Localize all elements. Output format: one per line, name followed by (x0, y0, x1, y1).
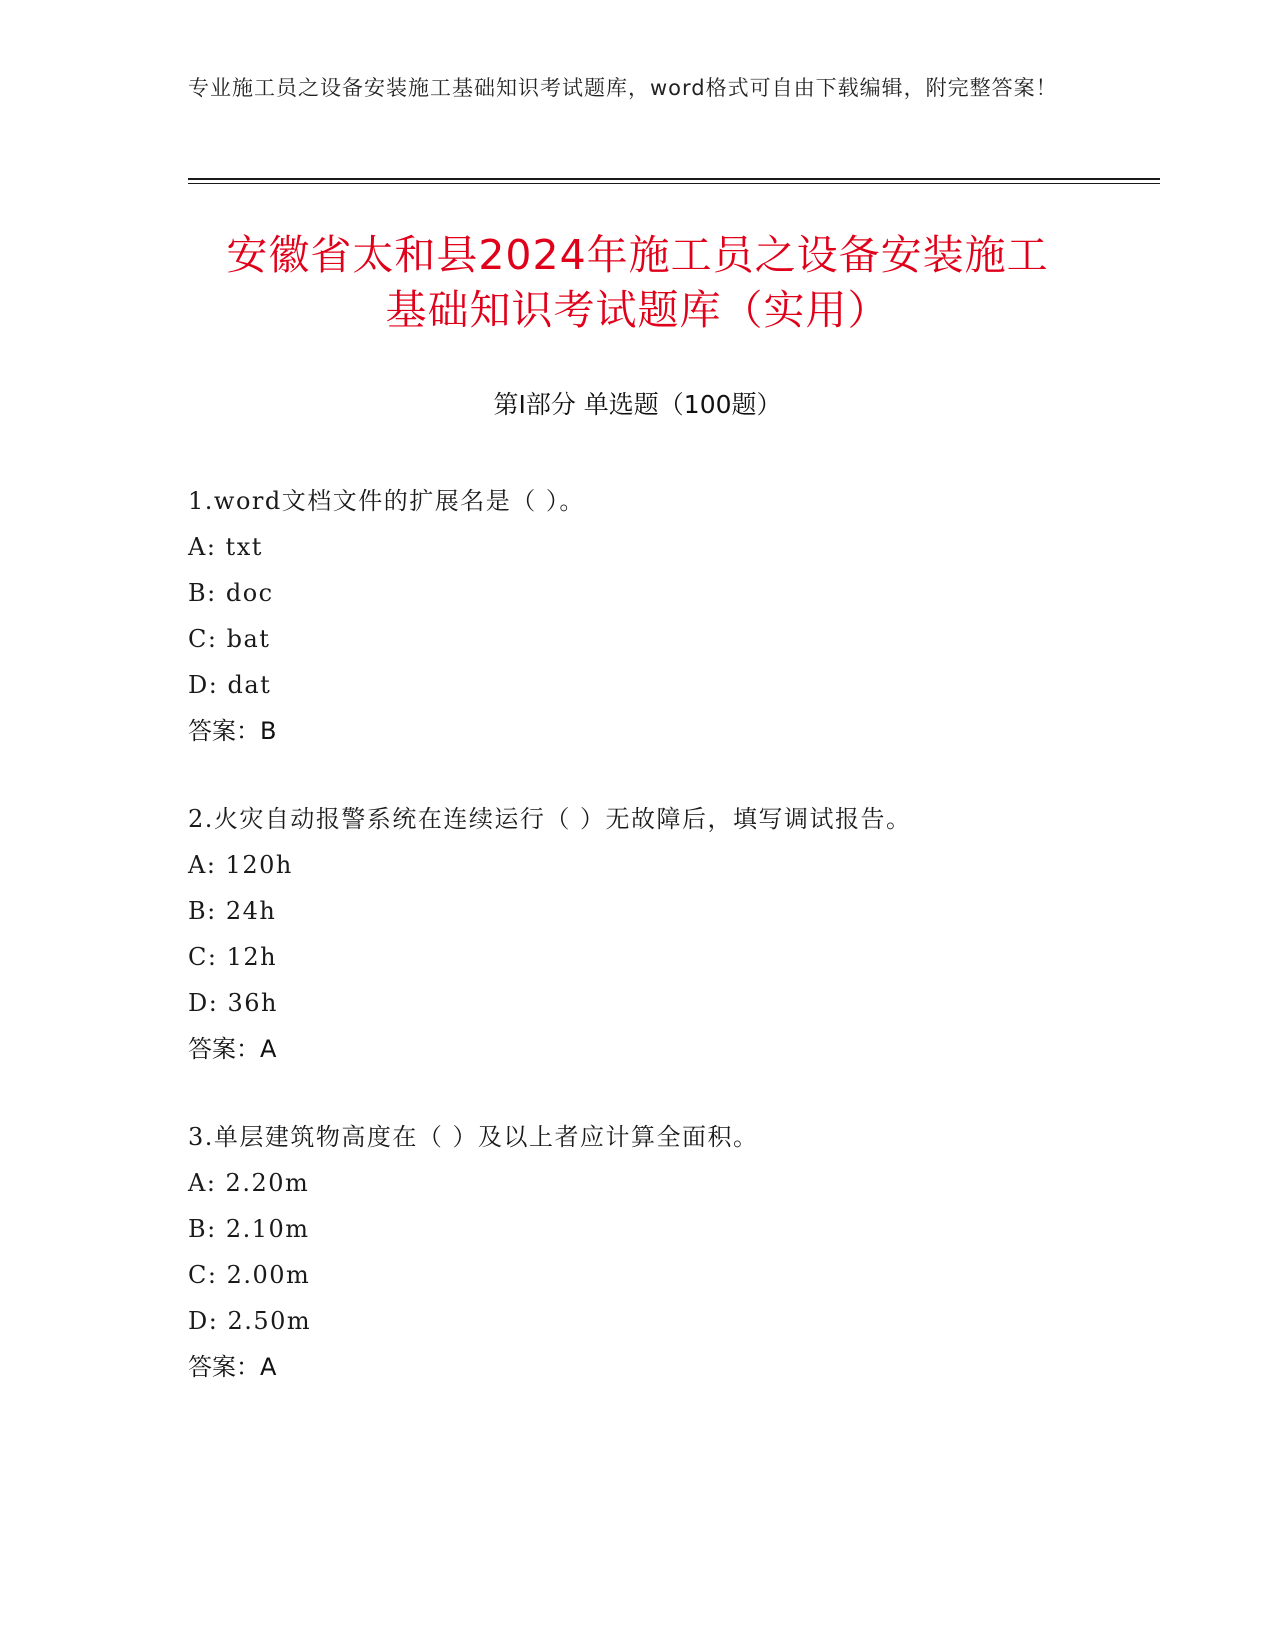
question-1 (188, 478, 1138, 754)
question-stem: 1.word文档文件的扩展名是（ ）。 (188, 487, 585, 515)
option-a: A: 120h (188, 851, 293, 879)
option-b: B: doc (188, 579, 274, 607)
option-c: C: 2.00m (188, 1261, 311, 1289)
option-a: A: 2.20m (188, 1169, 310, 1197)
header-note: 专业施工员之设备安装施工基础知识考试题库，word格式可自由下载编辑，附完整答案！ (188, 76, 1058, 100)
option-b: B: 2.10m (188, 1215, 310, 1243)
question-answer: 答案：B (188, 717, 277, 745)
header-divider-thick (188, 178, 1160, 180)
section-title: 第I部分 单选题（100题） (493, 390, 782, 419)
option-d: D: dat (188, 671, 272, 699)
question-2 (188, 796, 1138, 1072)
document-title (150, 228, 1125, 338)
option-d: D: 2.50m (188, 1307, 312, 1335)
header-divider-thin (188, 183, 1160, 184)
question-answer: 答案：A (188, 1035, 277, 1063)
question-stem: 2.火灾自动报警系统在连续运行（ ）无故障后，填写调试报告。 (188, 805, 912, 833)
question-answer: 答案：A (188, 1353, 277, 1381)
document-title-line-2: 基础知识考试题库（实用） (385, 286, 890, 334)
question-stem: 3.单层建筑物高度在（ ）及以上者应计算全面积。 (188, 1123, 759, 1151)
document-title-line-1: 安徽省太和县2024年施工员之设备安装施工 (226, 231, 1049, 279)
option-c: C: bat (188, 625, 271, 653)
option-b: B: 24h (188, 897, 277, 925)
option-a: A: txt (188, 533, 263, 561)
option-d: D: 36h (188, 989, 278, 1017)
option-c: C: 12h (188, 943, 278, 971)
question-list (188, 478, 1138, 1432)
question-3 (188, 1114, 1138, 1390)
